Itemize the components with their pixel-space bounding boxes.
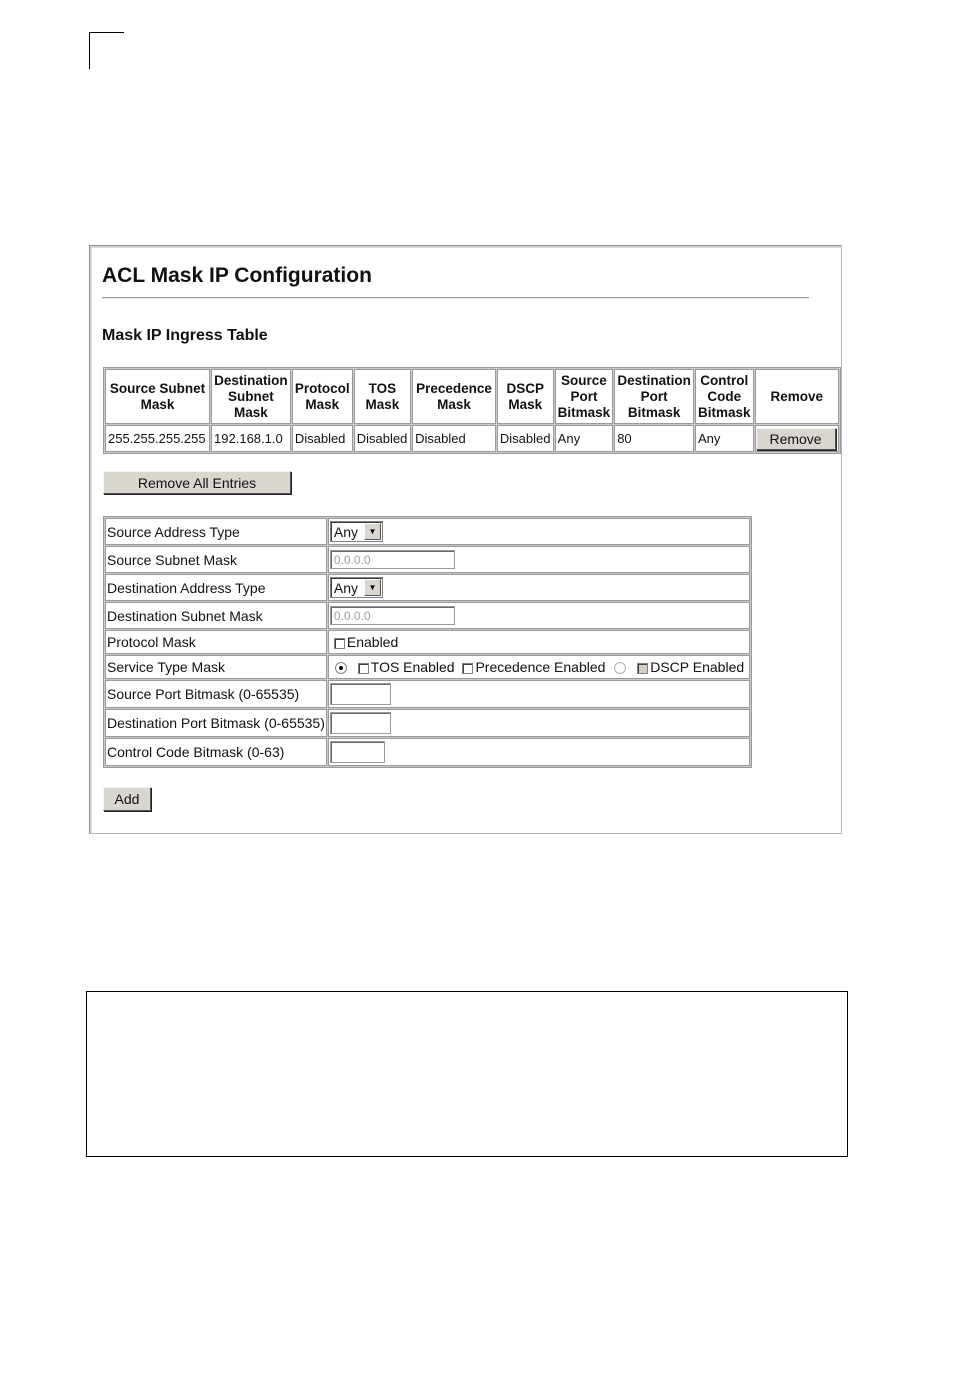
form-row-source-port-bitmask xyxy=(105,680,750,708)
acl-mask-ip-panel xyxy=(89,245,842,834)
form-row-destination-subnet-mask xyxy=(105,602,750,629)
col-source-subnet-mask: Source Subnet Mask xyxy=(105,369,210,424)
source-port-bitmask-input[interactable] xyxy=(330,683,391,705)
cell-control-code-bitmask: Any xyxy=(695,425,754,452)
precedence-enabled-label: Precedence Enabled xyxy=(475,659,606,675)
form-row-service-type-mask xyxy=(105,655,750,679)
col-dscp-mask: DSCP Mask xyxy=(497,369,554,424)
col-destination-subnet-mask: Destination Subnet Mask xyxy=(211,369,291,424)
col-precedence-mask: Precedence Mask xyxy=(412,369,496,424)
section-title: Mask IP Ingress Table xyxy=(102,327,268,344)
remove-row-button[interactable]: Remove xyxy=(756,428,836,450)
mask-ip-ingress-table xyxy=(103,367,841,454)
tos-enabled-label: TOS Enabled xyxy=(370,659,455,675)
source-port-bitmask-cell xyxy=(328,680,750,708)
source-subnet-mask-cell xyxy=(328,546,750,573)
source-address-type-cell xyxy=(328,518,750,545)
cell-source-port-bitmask: Any xyxy=(555,425,614,452)
form-row-control-code-bitmask xyxy=(105,738,750,766)
source-port-bitmask-label: Source Port Bitmask (0-65535) xyxy=(105,680,327,708)
control-code-bitmask-input[interactable] xyxy=(330,741,385,763)
cell-remove xyxy=(755,425,839,452)
destination-subnet-mask-input[interactable]: 0.0.0.0 xyxy=(330,606,455,625)
mask-ip-add-form xyxy=(103,516,752,768)
service-type-mask-cell xyxy=(328,655,750,679)
add-button[interactable]: Add xyxy=(103,787,151,811)
protocol-mask-cell xyxy=(328,630,750,654)
control-code-bitmask-cell xyxy=(328,738,750,766)
protocol-mask-label: Protocol Mask xyxy=(105,630,327,654)
destination-subnet-mask-cell xyxy=(328,602,750,629)
col-protocol-mask: Protocol Mask xyxy=(292,369,353,424)
dscp-enabled-checkbox[interactable] xyxy=(637,663,648,674)
col-control-code-bitmask: Control Code Bitmask xyxy=(695,369,754,424)
source-subnet-mask-label: Source Subnet Mask xyxy=(105,546,327,573)
destination-address-type-cell xyxy=(328,574,750,601)
precedence-enabled-checkbox[interactable] xyxy=(462,663,473,674)
cell-destination-port-bitmask: 80 xyxy=(614,425,694,452)
tos-precedence-radio[interactable] xyxy=(335,662,347,674)
destination-port-bitmask-input[interactable] xyxy=(330,712,391,734)
cell-protocol-mask: Disabled xyxy=(292,425,353,452)
cell-destination-subnet-mask: 192.168.1.0 xyxy=(211,425,291,452)
protocol-mask-checkbox[interactable] xyxy=(334,638,345,649)
col-tos-mask: TOS Mask xyxy=(354,369,411,424)
tos-enabled-checkbox[interactable] xyxy=(358,663,369,674)
form-row-destination-port-bitmask xyxy=(105,709,750,737)
destination-port-bitmask-label: Destination Port Bitmask (0-65535) xyxy=(105,709,327,737)
protocol-mask-checkbox-label: Enabled xyxy=(346,634,399,650)
dscp-radio[interactable] xyxy=(614,662,626,674)
destination-subnet-mask-label: Destination Subnet Mask xyxy=(105,602,327,629)
page-corner-mark xyxy=(89,32,124,69)
chevron-down-icon: ▼ xyxy=(364,523,381,540)
title-divider xyxy=(102,297,809,299)
source-subnet-mask-input[interactable]: 0.0.0.0 xyxy=(330,550,455,569)
destination-port-bitmask-cell xyxy=(328,709,750,737)
form-row-protocol-mask xyxy=(105,630,750,654)
form-row-destination-address-type xyxy=(105,574,750,601)
dscp-enabled-label: DSCP Enabled xyxy=(650,659,745,675)
cell-tos-mask: Disabled xyxy=(354,425,411,452)
remove-all-entries-button[interactable]: Remove All Entries xyxy=(103,471,291,494)
form-row-source-subnet-mask xyxy=(105,546,750,573)
destination-address-type-select[interactable]: Any ▼ xyxy=(330,577,383,598)
empty-frame-box xyxy=(86,991,848,1157)
control-code-bitmask-label: Control Code Bitmask (0-63) xyxy=(105,738,327,766)
source-address-type-label: Source Address Type xyxy=(105,518,327,545)
ingress-table-header-row xyxy=(105,369,839,424)
source-address-type-select[interactable]: Any ▼ xyxy=(330,521,383,542)
col-remove: Remove xyxy=(755,369,839,424)
form-row-source-address-type xyxy=(105,518,750,545)
cell-dscp-mask: Disabled xyxy=(497,425,554,452)
col-source-port-bitmask: Source Port Bitmask xyxy=(555,369,614,424)
destination-address-type-label: Destination Address Type xyxy=(105,574,327,601)
cell-precedence-mask: Disabled xyxy=(412,425,496,452)
page-title: ACL Mask IP Configuration xyxy=(102,264,372,287)
chevron-down-icon: ▼ xyxy=(364,579,381,596)
table-row xyxy=(105,425,839,452)
col-destination-port-bitmask: Destination Port Bitmask xyxy=(614,369,694,424)
service-type-mask-label: Service Type Mask xyxy=(105,655,327,679)
cell-source-subnet-mask: 255.255.255.255 xyxy=(105,425,210,452)
